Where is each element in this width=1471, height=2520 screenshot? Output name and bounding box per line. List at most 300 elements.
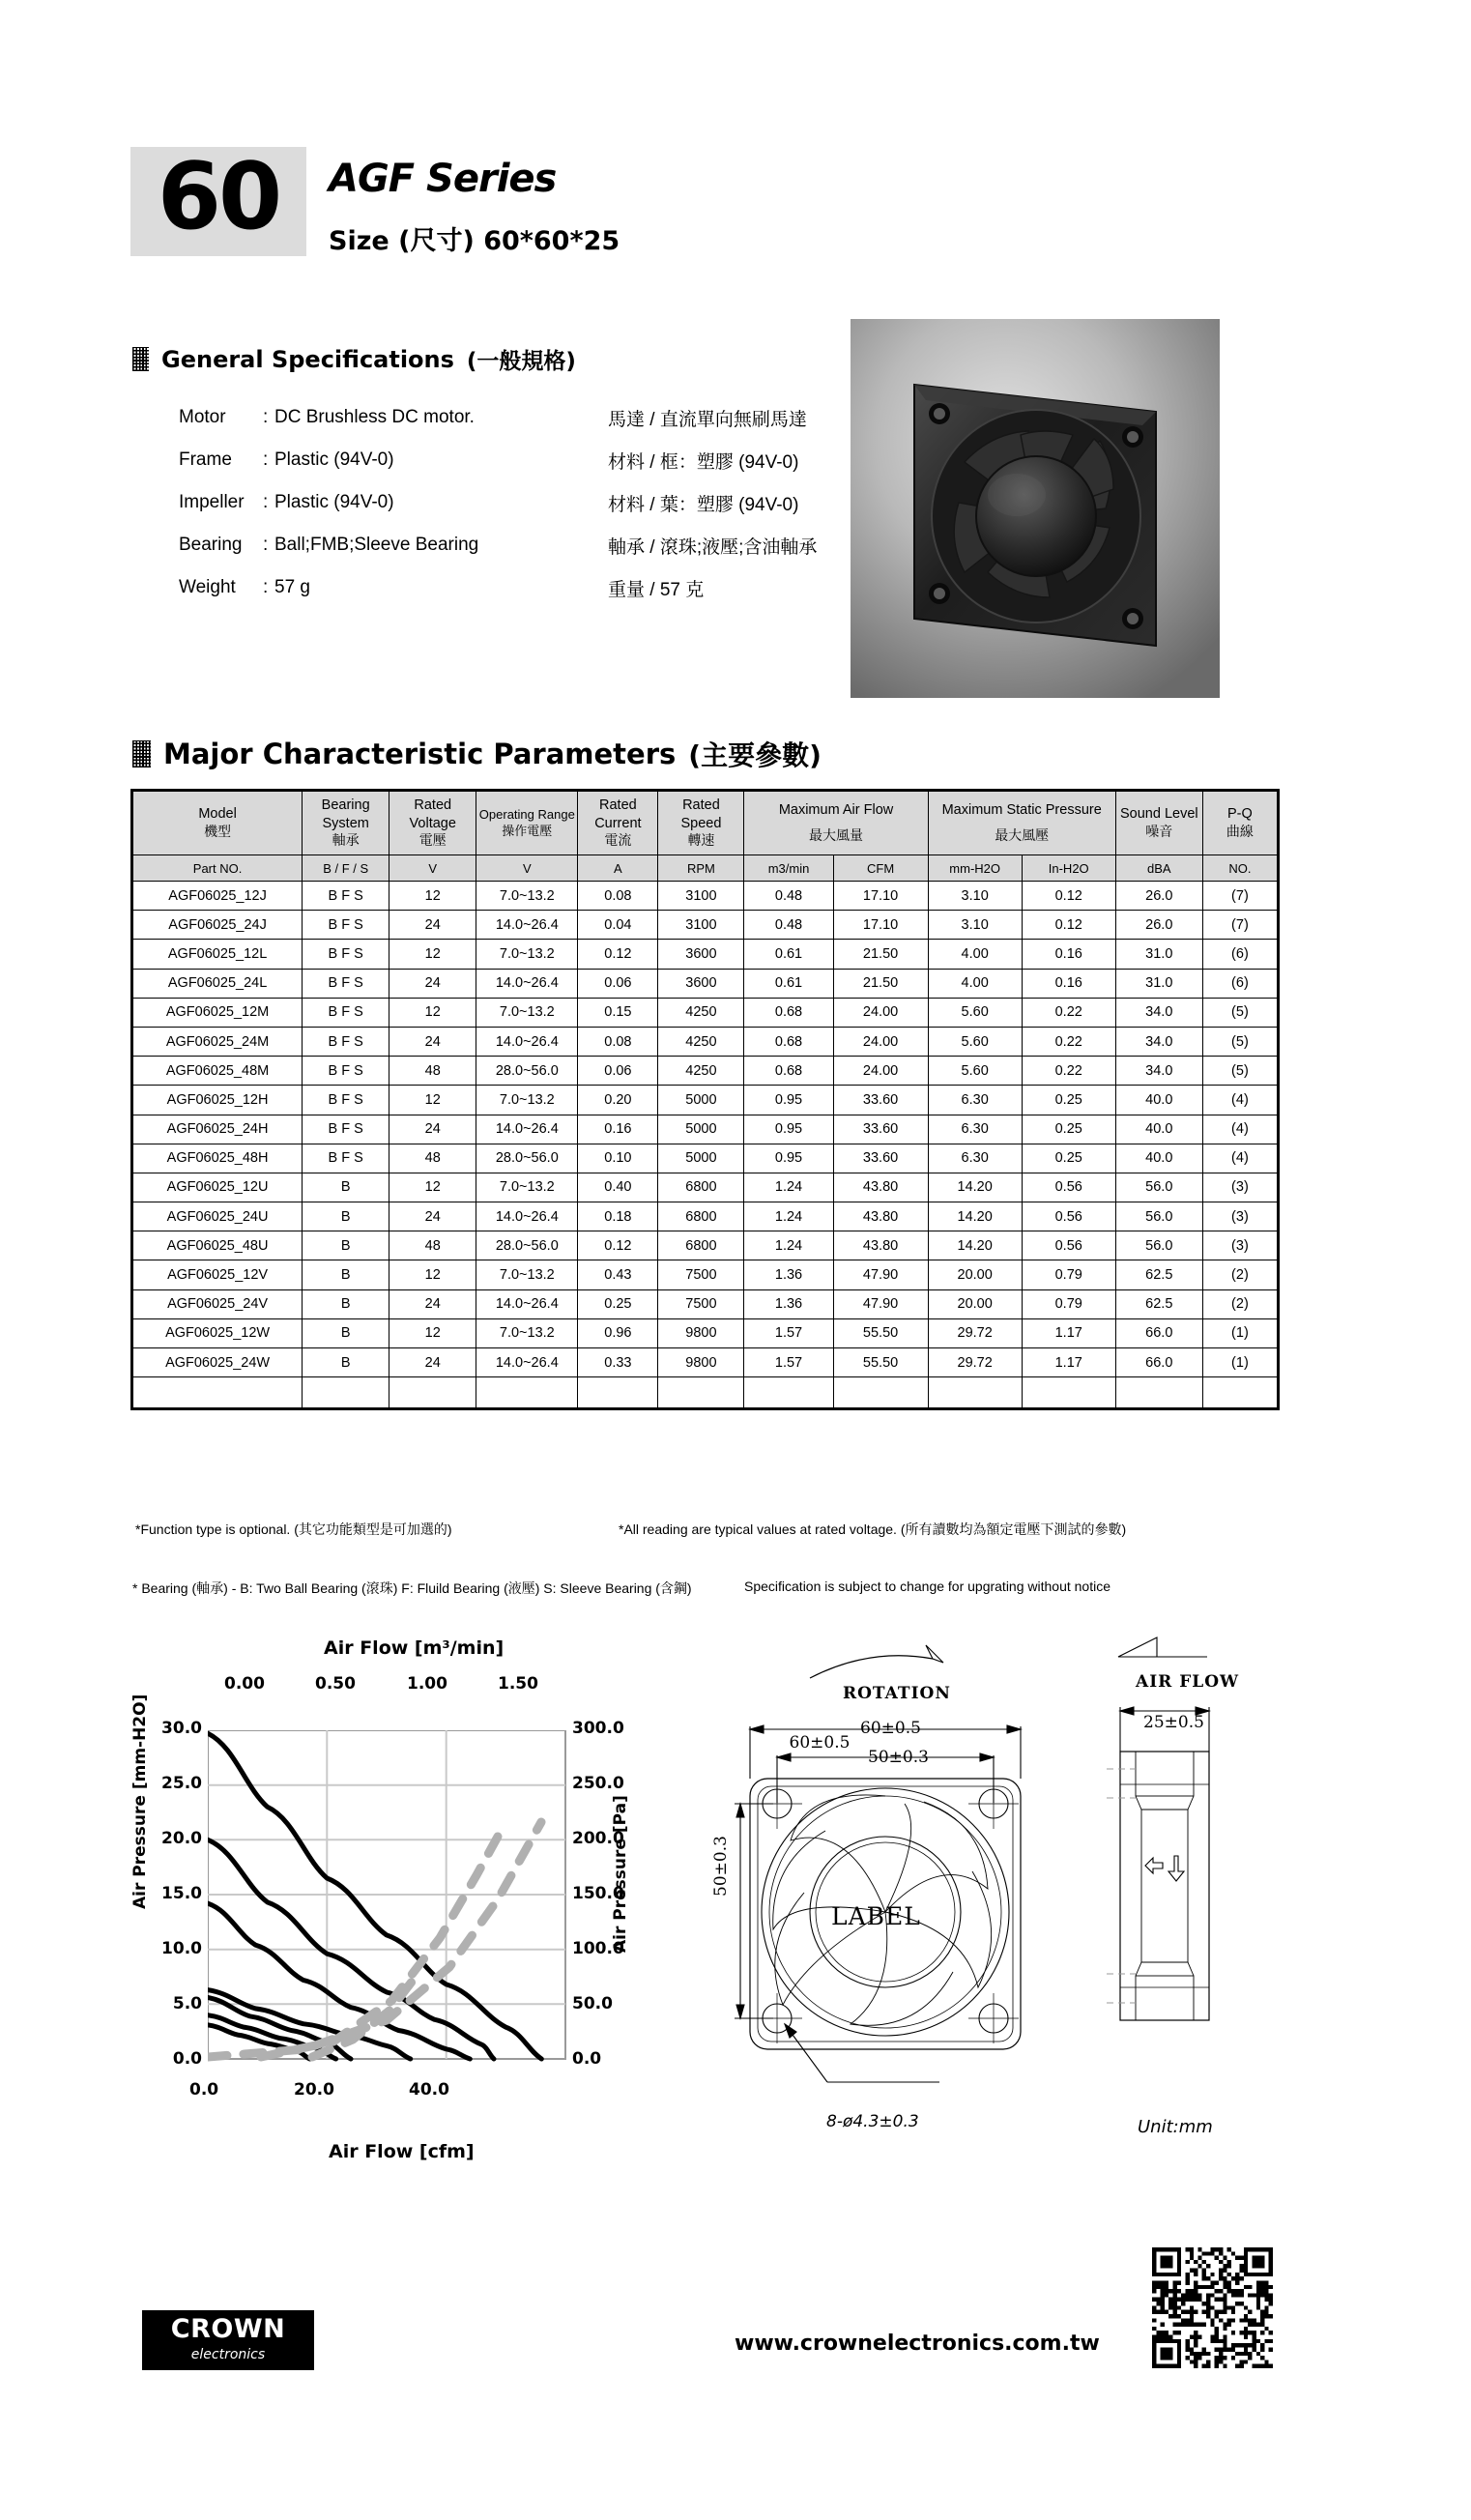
table-cell: 66.0 bbox=[1115, 1348, 1202, 1377]
table-cell: 7.0~13.2 bbox=[476, 1173, 578, 1202]
table-cell: B F S bbox=[303, 1057, 389, 1086]
table-cell: 28.0~56.0 bbox=[476, 1231, 578, 1260]
header-rated-current bbox=[578, 792, 658, 855]
chart-ytick-left: 0.0 bbox=[172, 2049, 202, 2069]
table-cell: AGF06025_12W bbox=[133, 1318, 303, 1347]
unit-cell: mm-H2O bbox=[928, 855, 1022, 882]
table-cell: (3) bbox=[1202, 1202, 1277, 1231]
table-cell: 0.08 bbox=[578, 882, 658, 911]
website-url[interactable]: www.crownelectronics.com.tw bbox=[735, 2332, 1100, 2356]
table-cell: 0.25 bbox=[578, 1289, 658, 1318]
table-cell: 5000 bbox=[658, 1086, 744, 1115]
table-cell: B bbox=[303, 1173, 389, 1202]
header-voltage-en: Rated Voltage bbox=[409, 797, 456, 831]
table-cell: 14.0~26.4 bbox=[476, 1289, 578, 1318]
table-cell: 9800 bbox=[658, 1348, 744, 1377]
table-cell: (5) bbox=[1202, 998, 1277, 1027]
table-cell: (3) bbox=[1202, 1173, 1277, 1202]
table-cell: 0.68 bbox=[744, 1027, 833, 1056]
header-bearing-en: Bearing System bbox=[321, 797, 370, 831]
table-cell: 6800 bbox=[658, 1202, 744, 1231]
table-cell bbox=[658, 1377, 744, 1408]
table-cell: 34.0 bbox=[1115, 1027, 1202, 1056]
chart-ytick-left: 15.0 bbox=[161, 1884, 202, 1903]
table-cell: 28.0~56.0 bbox=[476, 1057, 578, 1086]
company-logo bbox=[142, 2310, 314, 2370]
table-cell: AGF06025_48U bbox=[133, 1231, 303, 1260]
table-cell: 24.00 bbox=[833, 1057, 928, 1086]
label-area-text: LABEL bbox=[831, 1902, 921, 1930]
table-cell bbox=[578, 1377, 658, 1408]
table-cell: 12 bbox=[389, 1173, 476, 1202]
chart-ytick-right: 300.0 bbox=[572, 1719, 624, 1738]
front-view-drawing bbox=[735, 1634, 1140, 2175]
table-row bbox=[133, 911, 1278, 940]
table-cell: 55.50 bbox=[833, 1348, 928, 1377]
table-cell: B bbox=[303, 1202, 389, 1231]
fan-photo-illustration bbox=[851, 319, 1220, 698]
chart-ytick-right: 250.0 bbox=[572, 1774, 624, 1793]
table-cell: 5.60 bbox=[928, 1057, 1022, 1086]
table-cell: 56.0 bbox=[1115, 1231, 1202, 1260]
table-cell: AGF06025_12V bbox=[133, 1260, 303, 1289]
table-cell: 7.0~13.2 bbox=[476, 998, 578, 1027]
unit-cell: Part NO. bbox=[133, 855, 303, 882]
chart-ytick-right: 100.0 bbox=[572, 1939, 624, 1958]
table-cell: (1) bbox=[1202, 1318, 1277, 1347]
table-cell: 24 bbox=[389, 969, 476, 998]
table-cell: 3.10 bbox=[928, 911, 1022, 940]
table-cell: 0.22 bbox=[1022, 998, 1115, 1027]
table-row bbox=[133, 1318, 1278, 1347]
table-cell: 14.0~26.4 bbox=[476, 1027, 578, 1056]
table-cell: (7) bbox=[1202, 911, 1277, 940]
hatched-square-icon bbox=[132, 740, 151, 768]
table-cell: 21.50 bbox=[833, 940, 928, 969]
table-cell: 56.0 bbox=[1115, 1202, 1202, 1231]
table-cell: 24 bbox=[389, 1027, 476, 1056]
table-cell: 14.20 bbox=[928, 1173, 1022, 1202]
table-cell: B bbox=[303, 1260, 389, 1289]
dim-outer-label: 60±0.5 bbox=[789, 1733, 851, 1752]
table-cell: 1.17 bbox=[1022, 1318, 1115, 1347]
unit-cell: B / F / S bbox=[303, 855, 389, 882]
table-cell: 0.61 bbox=[744, 969, 833, 998]
table-cell: (1) bbox=[1202, 1348, 1277, 1377]
header-model-en: Model bbox=[198, 806, 237, 823]
table-cell: 0.95 bbox=[744, 1144, 833, 1173]
table-cell bbox=[1115, 1377, 1202, 1408]
spec-row bbox=[179, 396, 884, 439]
chart-ytick-right: 50.0 bbox=[572, 1994, 613, 2013]
table-cell: 3600 bbox=[658, 940, 744, 969]
table-cell: 34.0 bbox=[1115, 1057, 1202, 1086]
table-cell: 24 bbox=[389, 1348, 476, 1377]
chart-xtick-bottom: 20.0 bbox=[294, 2080, 334, 2100]
size-line: Size (尺寸) 60*60*25 bbox=[329, 226, 620, 256]
table-cell: 66.0 bbox=[1115, 1318, 1202, 1347]
table-cell: 0.12 bbox=[578, 1231, 658, 1260]
footnote-spec-change: Specification is subject to change for upgrating without notice bbox=[744, 1579, 1111, 1594]
header-rated-speed bbox=[658, 792, 744, 855]
table-cell bbox=[133, 1377, 303, 1408]
spec-row bbox=[179, 566, 884, 609]
table-cell: (7) bbox=[1202, 882, 1277, 911]
table-cell: 9800 bbox=[658, 1318, 744, 1347]
table-cell: 12 bbox=[389, 940, 476, 969]
table-cell: (2) bbox=[1202, 1260, 1277, 1289]
table-cell bbox=[833, 1377, 928, 1408]
spec-row bbox=[179, 439, 884, 481]
fan-front-view-svg bbox=[735, 1634, 1140, 2175]
spec-key: Impeller bbox=[179, 492, 245, 512]
header-pq-en: P-Q bbox=[1227, 806, 1253, 823]
chart-ytick-right: 0.0 bbox=[572, 2049, 602, 2069]
table-cell: 0.95 bbox=[744, 1086, 833, 1115]
table-cell: (5) bbox=[1202, 1027, 1277, 1056]
table-cell: 0.25 bbox=[1022, 1115, 1115, 1144]
table-cell: 33.60 bbox=[833, 1115, 928, 1144]
table-cell: AGF06025_24M bbox=[133, 1027, 303, 1056]
unit-cell: In-H2O bbox=[1022, 855, 1115, 882]
table-cell: 4250 bbox=[658, 1057, 744, 1086]
table-cell: 31.0 bbox=[1115, 969, 1202, 998]
table-cell: 7500 bbox=[658, 1289, 744, 1318]
table-cell: 1.57 bbox=[744, 1348, 833, 1377]
table-cell: 12 bbox=[389, 1086, 476, 1115]
table-cell: B F S bbox=[303, 969, 389, 998]
table-cell: AGF06025_24H bbox=[133, 1115, 303, 1144]
rotation-label: ROTATION bbox=[843, 1684, 951, 1703]
table-row bbox=[133, 882, 1278, 911]
table-cell: 0.48 bbox=[744, 911, 833, 940]
unit-cell: RPM bbox=[658, 855, 744, 882]
table-cell: 0.10 bbox=[578, 1144, 658, 1173]
unit-cell: V bbox=[389, 855, 476, 882]
table-cell: 0.20 bbox=[578, 1086, 658, 1115]
table-cell: 6.30 bbox=[928, 1144, 1022, 1173]
table-cell: B F S bbox=[303, 940, 389, 969]
chart-xtop-tick: 1.50 bbox=[498, 1674, 538, 1694]
dim-pitch-horizontal-50: 50±0.3 bbox=[868, 1748, 929, 1767]
table-cell bbox=[1022, 1377, 1115, 1408]
header-bearing-zh: 軸承 bbox=[332, 832, 360, 849]
table-row bbox=[133, 940, 1278, 969]
table-row bbox=[133, 1173, 1278, 1202]
chart-xtop-tick: 0.00 bbox=[224, 1674, 265, 1694]
table-cell: 0.68 bbox=[744, 998, 833, 1027]
table-cell: B F S bbox=[303, 911, 389, 940]
table-cell: B F S bbox=[303, 1027, 389, 1056]
table-cell: 34.0 bbox=[1115, 998, 1202, 1027]
spec-row bbox=[179, 481, 884, 524]
table-cell: 48 bbox=[389, 1057, 476, 1086]
chart-xlabel-bottom: Air Flow [cfm] bbox=[329, 2141, 475, 2162]
table-cell: 24 bbox=[389, 911, 476, 940]
table-cell: B bbox=[303, 1348, 389, 1377]
product-photo bbox=[851, 319, 1220, 698]
table-cell: 0.22 bbox=[1022, 1027, 1115, 1056]
table-cell: 0.16 bbox=[578, 1115, 658, 1144]
spec-separator: : bbox=[263, 492, 269, 512]
table-cell: 40.0 bbox=[1115, 1144, 1202, 1173]
table-cell: (5) bbox=[1202, 1057, 1277, 1086]
table-cell: 0.79 bbox=[1022, 1260, 1115, 1289]
footnote-function-type: *Function type is optional. (其它功能類型是可加選的) bbox=[135, 1521, 452, 1537]
table-row bbox=[133, 1260, 1278, 1289]
spec-value-zh: 材料 / 框：塑膠 (94V-0) bbox=[608, 451, 799, 473]
general-spec-list bbox=[179, 396, 884, 609]
table-cell: 40.0 bbox=[1115, 1086, 1202, 1115]
spec-key: Motor bbox=[179, 407, 226, 427]
header-max-static-pressure bbox=[928, 792, 1115, 855]
table-cell bbox=[928, 1377, 1022, 1408]
header-pressure-zh: 最大風壓 bbox=[995, 826, 1050, 843]
table-cell: B bbox=[303, 1289, 389, 1318]
table-cell: 14.20 bbox=[928, 1202, 1022, 1231]
table-cell: 26.0 bbox=[1115, 911, 1202, 940]
header-speed-en: Rated Speed bbox=[680, 797, 722, 831]
spec-separator: : bbox=[263, 407, 269, 427]
table-cell: AGF06025_24L bbox=[133, 969, 303, 998]
table-cell: 3600 bbox=[658, 969, 744, 998]
dim-thickness-25: 25±0.5 bbox=[1143, 1713, 1204, 1732]
spec-value: Plastic (94V-0) bbox=[274, 492, 394, 512]
header-sound-zh: 噪音 bbox=[1145, 823, 1173, 839]
unit-cell: NO. bbox=[1202, 855, 1277, 882]
table-cell: B bbox=[303, 1231, 389, 1260]
table-cell: 4250 bbox=[658, 1027, 744, 1056]
table-cell: 24.00 bbox=[833, 1027, 928, 1056]
table-cell: AGF06025_12L bbox=[133, 940, 303, 969]
header-pressure-en: Maximum Static Pressure bbox=[941, 802, 1102, 819]
table-body bbox=[133, 882, 1278, 1408]
table-cell: 24 bbox=[389, 1289, 476, 1318]
table-cell: 5000 bbox=[658, 1115, 744, 1144]
table-cell: 0.16 bbox=[1022, 940, 1115, 969]
footnote-bearing-legend: * Bearing (軸承) - B: Two Ball Bearing (滾珠) F: Fluild Bearing (液壓) S: Sleeve Bearing (含鋼) bbox=[132, 1580, 692, 1596]
table-cell: 0.68 bbox=[744, 1057, 833, 1086]
chart-ytick-right: 150.0 bbox=[572, 1884, 624, 1903]
table-cell: 0.08 bbox=[578, 1027, 658, 1056]
header-voltage-zh: 電壓 bbox=[418, 832, 447, 849]
table-cell: (4) bbox=[1202, 1115, 1277, 1144]
table-cell: 7.0~13.2 bbox=[476, 1086, 578, 1115]
table-cell: 3.10 bbox=[928, 882, 1022, 911]
table-row bbox=[133, 1144, 1278, 1173]
header-model-zh: 機型 bbox=[204, 823, 232, 839]
table-row bbox=[133, 1202, 1278, 1231]
table-cell: 7.0~13.2 bbox=[476, 882, 578, 911]
table-cell: 7.0~13.2 bbox=[476, 1318, 578, 1347]
table-cell: AGF06025_48M bbox=[133, 1057, 303, 1086]
table-cell: (4) bbox=[1202, 1086, 1277, 1115]
unit-cell: CFM bbox=[833, 855, 928, 882]
table-cell: 20.00 bbox=[928, 1260, 1022, 1289]
table-cell: 1.24 bbox=[744, 1202, 833, 1231]
table-cell: AGF06025_24V bbox=[133, 1289, 303, 1318]
table-cell: 43.80 bbox=[833, 1231, 928, 1260]
table-cell: 14.20 bbox=[928, 1231, 1022, 1260]
table-cell: 0.04 bbox=[578, 911, 658, 940]
hole-note: 8-ø4.3±0.3 bbox=[826, 2112, 919, 2131]
header-airflow-zh: 最大風量 bbox=[809, 826, 864, 843]
table-cell: 33.60 bbox=[833, 1144, 928, 1173]
unit-cell: m3/min bbox=[744, 855, 833, 882]
header-oprange-zh: 操作電壓 bbox=[502, 823, 553, 838]
table-cell: 14.0~26.4 bbox=[476, 1348, 578, 1377]
major-heading-zh: (主要參數) bbox=[688, 739, 822, 771]
table-cell: 24 bbox=[389, 1115, 476, 1144]
table-cell: (2) bbox=[1202, 1289, 1277, 1318]
spec-value-zh: 材料 / 葉：塑膠 (94V-0) bbox=[608, 494, 799, 515]
dim-outer-60: 60±0.5 bbox=[860, 1719, 921, 1738]
chart-ytick-left: 20.0 bbox=[161, 1829, 202, 1848]
unit-note: Unit:mm bbox=[1138, 2117, 1213, 2137]
table-cell: AGF06025_24U bbox=[133, 1202, 303, 1231]
general-specifications-heading bbox=[132, 343, 576, 375]
table-cell: 0.61 bbox=[744, 940, 833, 969]
table-cell: 17.10 bbox=[833, 911, 928, 940]
header-speed-zh: 轉速 bbox=[687, 832, 715, 849]
header-operating-range bbox=[476, 792, 578, 855]
table-cell: 1.36 bbox=[744, 1289, 833, 1318]
table-cell: 0.95 bbox=[744, 1115, 833, 1144]
table-cell: 5.60 bbox=[928, 998, 1022, 1027]
chart-ylabel-right: Air Pressure [Pa] bbox=[611, 1795, 630, 1953]
table-cell: 0.06 bbox=[578, 969, 658, 998]
header-max-air-flow bbox=[744, 792, 928, 855]
spec-value-zh: 重量 / 57 克 bbox=[608, 579, 705, 600]
table-cell: 47.90 bbox=[833, 1260, 928, 1289]
unit-cell: A bbox=[578, 855, 658, 882]
qr-code bbox=[1152, 2247, 1273, 2368]
major-heading-en: Major Characteristic Parameters bbox=[163, 738, 677, 770]
table-cell: 43.80 bbox=[833, 1173, 928, 1202]
spec-key: Weight bbox=[179, 577, 236, 597]
logo-tagline: electronics bbox=[190, 2347, 266, 2362]
chart-xtop-tick: 0.50 bbox=[315, 1674, 356, 1694]
table-row bbox=[133, 1027, 1278, 1056]
table-units-row bbox=[133, 855, 1278, 882]
spec-value-zh: 軸承 / 滾珠;液壓;含油軸承 bbox=[608, 536, 818, 558]
header-current-zh: 電流 bbox=[604, 832, 632, 849]
header-oprange-en: Operating Range bbox=[478, 806, 575, 822]
header-sound-en: Sound Level bbox=[1119, 806, 1198, 823]
table-cell: 4.00 bbox=[928, 969, 1022, 998]
header-airflow-en: Maximum Air Flow bbox=[778, 802, 894, 819]
size-badge bbox=[130, 144, 306, 256]
table-cell: 6800 bbox=[658, 1231, 744, 1260]
table-cell: 26.0 bbox=[1115, 882, 1202, 911]
series-title: AGF Series bbox=[329, 157, 557, 201]
header-rated-voltage bbox=[389, 792, 476, 855]
table-row bbox=[133, 969, 1278, 998]
header-pq-curve bbox=[1202, 792, 1277, 855]
table-cell: 0.25 bbox=[1022, 1086, 1115, 1115]
chart-xtick-bottom: 0.0 bbox=[189, 2080, 219, 2100]
table-cell: AGF06025_48H bbox=[133, 1144, 303, 1173]
table-row bbox=[133, 1115, 1278, 1144]
parameters-table bbox=[132, 791, 1278, 1408]
header-sound-level bbox=[1115, 792, 1202, 855]
table-cell: 29.72 bbox=[928, 1348, 1022, 1377]
spec-value-zh: 馬達 / 直流單向無刷馬達 bbox=[608, 409, 807, 430]
table-cell: 6.30 bbox=[928, 1086, 1022, 1115]
table-cell: 48 bbox=[389, 1144, 476, 1173]
table-cell: 62.5 bbox=[1115, 1289, 1202, 1318]
unit-cell: dBA bbox=[1115, 855, 1202, 882]
table-cell: 14.0~26.4 bbox=[476, 1202, 578, 1231]
table-cell: 0.33 bbox=[578, 1348, 658, 1377]
table-cell: 0.22 bbox=[1022, 1057, 1115, 1086]
table-cell: B F S bbox=[303, 1144, 389, 1173]
chart-ytick-left: 30.0 bbox=[161, 1719, 202, 1738]
table-cell: 0.56 bbox=[1022, 1231, 1115, 1260]
table-cell: 33.60 bbox=[833, 1086, 928, 1115]
table-cell: B F S bbox=[303, 1086, 389, 1115]
table-cell: 29.72 bbox=[928, 1318, 1022, 1347]
table-cell: 21.50 bbox=[833, 969, 928, 998]
table-cell: AGF06025_12J bbox=[133, 882, 303, 911]
table-cell: (4) bbox=[1202, 1144, 1277, 1173]
table-cell: 0.25 bbox=[1022, 1144, 1115, 1173]
table-cell: 1.17 bbox=[1022, 1348, 1115, 1377]
spec-separator: : bbox=[263, 535, 269, 555]
table-cell: 0.12 bbox=[1022, 882, 1115, 911]
table-cell: AGF06025_12H bbox=[133, 1086, 303, 1115]
table-cell: 5000 bbox=[658, 1144, 744, 1173]
table-cell: 0.40 bbox=[578, 1173, 658, 1202]
table-cell bbox=[303, 1377, 389, 1408]
table-cell: 7.0~13.2 bbox=[476, 1260, 578, 1289]
table-cell: 6800 bbox=[658, 1173, 744, 1202]
table-cell: 31.0 bbox=[1115, 940, 1202, 969]
table-row-empty bbox=[133, 1377, 1278, 1408]
table-cell bbox=[1202, 1377, 1277, 1408]
table-cell bbox=[744, 1377, 833, 1408]
table-cell: 3100 bbox=[658, 911, 744, 940]
table-cell: 0.56 bbox=[1022, 1173, 1115, 1202]
table-cell: 20.00 bbox=[928, 1289, 1022, 1318]
table-cell: 62.5 bbox=[1115, 1260, 1202, 1289]
table-cell: 17.10 bbox=[833, 882, 928, 911]
table-cell: 43.80 bbox=[833, 1202, 928, 1231]
chart-xtick-bottom: 40.0 bbox=[409, 2080, 449, 2100]
major-parameters-heading bbox=[132, 735, 822, 773]
table-cell: 24 bbox=[389, 1202, 476, 1231]
dim-pitch-vertical-50: 50±0.3 bbox=[711, 1836, 731, 1897]
table-cell: 40.0 bbox=[1115, 1115, 1202, 1144]
table-cell: 1.24 bbox=[744, 1173, 833, 1202]
table-cell: 47.90 bbox=[833, 1289, 928, 1318]
spec-key: Frame bbox=[179, 449, 232, 470]
chart-xtop-tick: 1.00 bbox=[407, 1674, 447, 1694]
table-cell: 12 bbox=[389, 998, 476, 1027]
table-cell bbox=[476, 1377, 578, 1408]
table-cell: 5.60 bbox=[928, 1027, 1022, 1056]
table-cell: 55.50 bbox=[833, 1318, 928, 1347]
table-cell: 0.48 bbox=[744, 882, 833, 911]
table-cell bbox=[389, 1377, 476, 1408]
table-cell: 1.36 bbox=[744, 1260, 833, 1289]
spec-value: Ball;FMB;Sleeve Bearing bbox=[274, 535, 479, 555]
table-cell: 7500 bbox=[658, 1260, 744, 1289]
table-cell: 48 bbox=[389, 1231, 476, 1260]
table-cell: 0.96 bbox=[578, 1318, 658, 1347]
table-row bbox=[133, 1086, 1278, 1115]
chart-ylabel-left: Air Pressure [mm-H2O] bbox=[130, 1694, 150, 1909]
